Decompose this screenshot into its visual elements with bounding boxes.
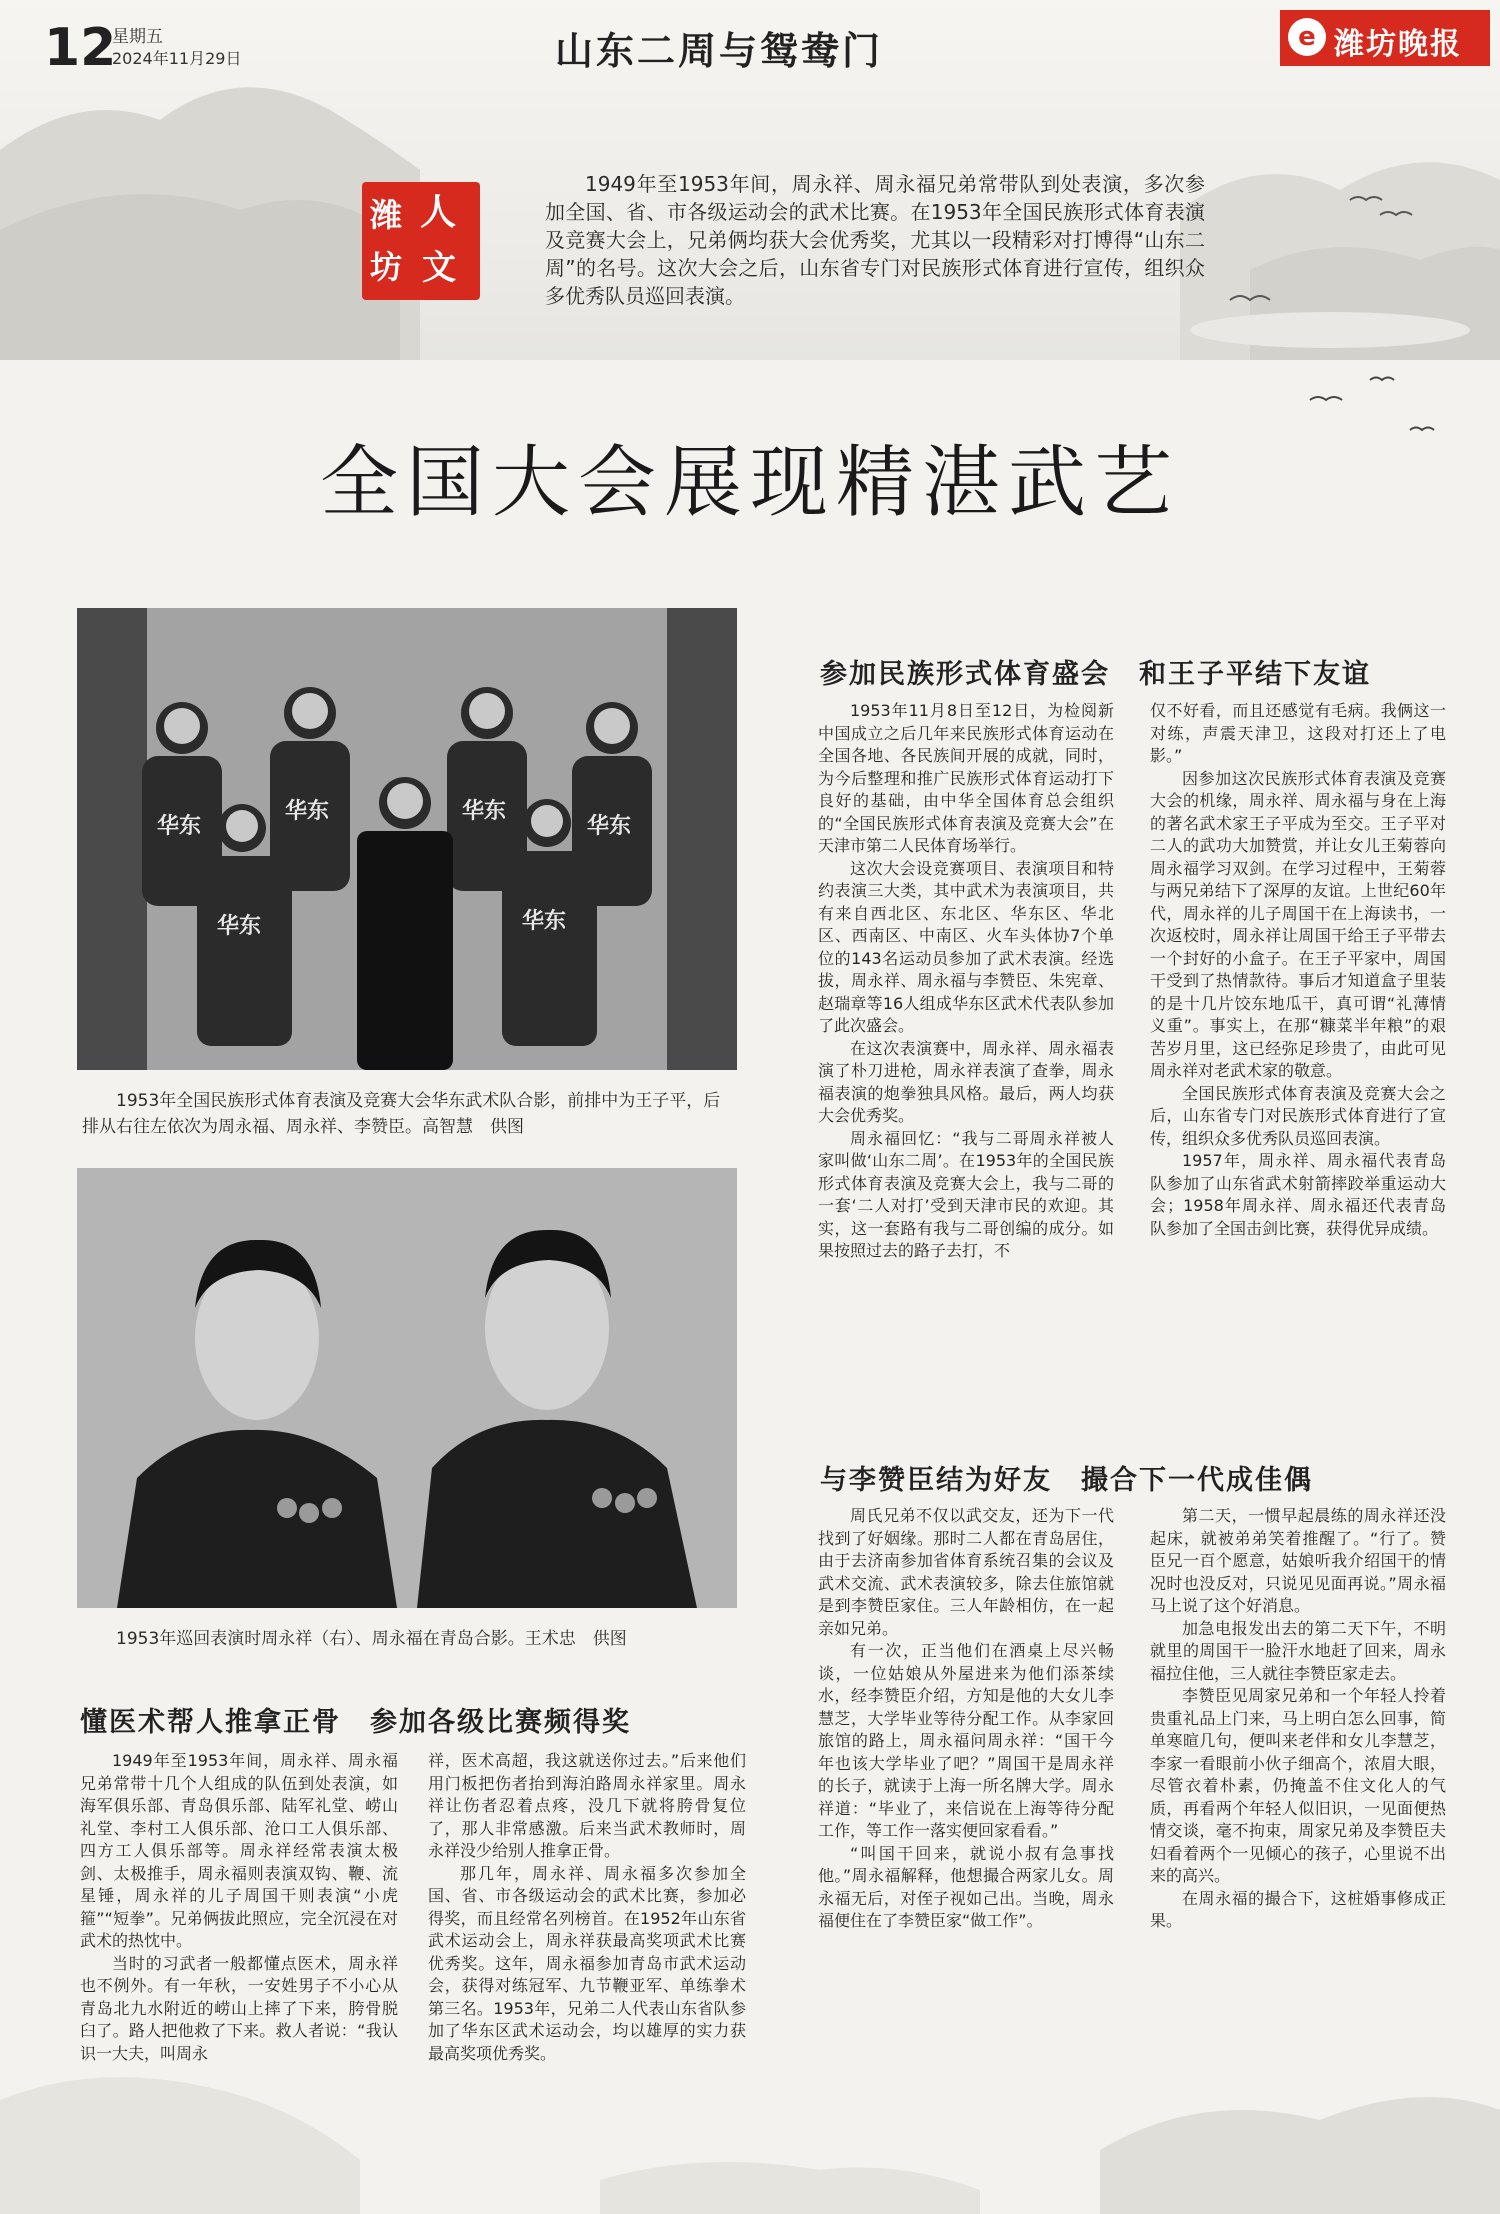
weekday: 星期五 — [112, 27, 163, 47]
paragraph: 全国民族形式体育表演及竞赛大会之后，山东省专门对民族形式体育进行了宣传，组织众多优秀队员巡回表演。 — [1150, 1083, 1446, 1148]
article-column — [1150, 1505, 1446, 1933]
jersey-text: 华东 — [522, 908, 567, 934]
paragraph: 在周永福的撮合下，这桩婚事修成正果。 — [1150, 1888, 1446, 1930]
paragraph: 李赞臣见周家兄弟和一个年轻人拎着贵重礼品上门来，马上明白怎么回事，简单寒暄几句，便叫来老伴和女儿李慧芝，李家一看眼前小伙子细高个，浓眉大眼，尽管衣着朴素，仍掩盖不住文化人的气质，再看两个年轻人似旧识，一见面便热情交谈，毫不拘束，周家兄弟及李赞臣夫妇看着两个一见倾心的孩子，心里说不出来的高兴。 — [1150, 1686, 1446, 1885]
paragraph: 周永福回忆：“我与二哥周永祥被人家叫做‘山东二周’。在1953年的全国民族形式体育表演及竞赛大会上，我与二哥的一套‘二人对打’受到天津市民的欢迎。其实，这一套路有我与二哥创编的成分。如果按照过去的路子去打，不 — [818, 1128, 1114, 1260]
group-photo[interactable] — [77, 608, 737, 1070]
jersey-text: 华东 — [285, 798, 330, 824]
birds-decoration — [1300, 360, 1460, 480]
pair-photo-art — [77, 1168, 737, 1608]
section-title: 山东二周与鸳鸯门 — [555, 29, 884, 73]
seal-char: 文 — [422, 248, 456, 288]
pair-photo-caption: 1953年巡回表演时周永祥（右）、周永福在青岛合影。王术忠 供图 — [116, 1629, 627, 1649]
article-column — [818, 1505, 1114, 1933]
paragraph: 因参加这次民族形式体育表演及竞赛大会的机缘，周永祥、周永福与身在上海的著名武术家王子平成为至交。王子平对二人的武功大加赞赏，并让女儿王菊蓉向周永福学习双剑。在学习过程中，王菊蓉与两兄弟结下了深厚的友谊。上世纪60年代，周永祥的儿子周国干在上海读书，一次返校时，周永祥让周国干给王子平带去一个封好的小盒子。在王子平家中，周国干受到了热情款待。事后才知道盒子里装的是十几片饺东地瓜干，真可谓“礼薄情义重”。事实上，在那“糠菜半年粮”的艰苦岁月里，这已经弥足珍贵了，由此可见周永祥对老武术家的敬意。 — [1150, 768, 1446, 1080]
group-photo-caption: 1953年全国民族形式体育表演及竞赛大会华东武术队合影，前排中为王子平，后排从右往左依次为周永福、周永祥、李赞臣。高智慧 供图 — [82, 1091, 721, 1137]
logo-text: 潍坊晚报 — [1334, 27, 1462, 62]
paragraph: 第二天，一惯早起晨练的周永祥还没起床，就被弟弟笑着推醒了。“行了。赞臣兄一百个愿意，姑娘听我介绍国干的情况时也没反对，只说见见面再说。”周永福马上说了这个好消息。 — [1150, 1506, 1446, 1615]
paragraph: 当时的习武者一般都懂点医术，周永祥也不例外。有一年秋，一安姓男子不小心从青岛北九水附近的崂山上摔了下来，胯骨脱臼了。路人把他救了下来。救人者说：“我认识一大夫，叫周永 — [80, 1953, 398, 2063]
paragraph: 周氏兄弟不仅以武交友，还为下一代找到了好姻缘。那时二人都在青岛居住，由于去济南参加省体育系统召集的会议及武术交流、武术表演较多，除去住旅馆就是到李赞臣家住。三人年龄相仿，在一起亲如兄弟。 — [818, 1506, 1114, 1638]
paragraph: 那几年，周永祥、周永福多次参加全国、省、市各级运动会的武术比赛，参加必得奖，而且经常名列榜首。在1952年山东省武术运动会上，周永祥获最高奖项武术比赛优秀奖。这年，周永福参加青岛市武术运动会，获得对练冠军、九节鞭亚军、单练拳术第三名。1953年，兄弟二人代表山东省队参加了华东区武术运动会，均以雄厚的实力获最高奖项优秀奖。 — [428, 1863, 746, 2063]
paragraph: 在这次表演赛中，周永祥、周永福表演了朴刀进枪，周永祥表演了查拳，周永福表演的炮拳独具风格。最后，两人均获大会优秀奖。 — [818, 1038, 1114, 1125]
page-number: 12 — [44, 18, 117, 78]
paragraph: 有一次，正当他们在酒桌上尽兴畅谈，一位姑娘从外屋进来为他们添茶续水，经李赞臣介绍，方知是他的大女儿李慧芝，大学毕业等待分配工作。从李家回旅馆的路上，周永福问周永祥：“国干今年也该大学毕业了吧？”周国干是周永祥的长子，就读于上海一所名牌大学。周永祥道：“毕业了，来信说在上海等待分配工作，等工作一落实便回家看看。” — [818, 1641, 1114, 1840]
headline: 全国大会展现精湛武艺 — [319, 438, 1180, 528]
seal-char: 坊 — [370, 248, 403, 286]
jersey-text: 华东 — [587, 813, 632, 839]
paragraph: 加急电报发出去的第二天下午，不明就里的周国干一脸汗水地赶了回来，周永福拉住他，三人就往李赞臣家走去。 — [1150, 1618, 1446, 1683]
section-heading: 懂医术帮人推拿正骨 参加各级比赛频得奖 — [80, 1707, 631, 1738]
jersey-text: 华东 — [462, 798, 507, 824]
seal-char: 人 — [420, 192, 457, 233]
lead-paragraph: 1949年至1953年间，周永祥、周永福兄弟常带队到处表演，多次参加全国、省、市各级运动会的武术比赛。在1953年全国民族形式体育表演及竞赛大会上，兄弟俩均获大会优秀奖，尤其以一段精彩对打博得“山东二周”的名号。这次大会之后，山东省专门对民族形式体育进行宣传，组织众多优秀队员巡回表演。 — [545, 172, 1205, 308]
paragraph: 1953年11月8日至12日，为检阅新中国成立之后几年来民族形式体育运动在全国各地、各民族间开展的成就，同时，为今后整理和推广民族形式体育运动打下良好的基础，由中华全国体育总会组织的“全国民族形式体育表演及竞赛大会”在天津市第二人民体育场举行。 — [818, 701, 1114, 855]
jersey-text: 华东 — [157, 813, 202, 839]
newspaper-logo[interactable] — [1280, 10, 1490, 66]
section-heading: 参加民族形式体育盛会 和王子平结下友谊 — [820, 659, 1371, 690]
article-column — [1150, 700, 1446, 1240]
bottom-ink-wash — [0, 1980, 1500, 2214]
paragraph: 这次大会设竞赛项目、表演项目和特约表演三大类，其中武术为表演项目，共有来自西北区、东北区、华东区、华北区、西南区、中南区、火车头体协7个单位的143名运动员参加了武术表演。经选拔，周永祥、周永福与李赞臣、朱宪章、赵瑞章等16人组成华东区武术代表队参加了此次盛会。 — [818, 858, 1114, 1035]
issue-date: 2024年11月29日 — [112, 49, 242, 68]
group-photo-art — [77, 608, 737, 1070]
article-column — [818, 700, 1114, 1263]
paragraph: 1957年，周永祥、周永福代表青岛队参加了山东省武术射箭摔跤举重运动大会；1958年周永祥、周永福还代表青岛队参加了全国击剑比赛，获得优异成绩。 — [1150, 1151, 1446, 1238]
seal-char: 潍 — [370, 196, 403, 234]
paragraph: 1949年至1953年间，周永祥、周永福兄弟常带十几个人组成的队伍到处表演，如海军俱乐部、青岛俱乐部、陆军礼堂、崂山礼堂、李村工人俱乐部、沧口工人俱乐部、四方工人俱乐部等。周永祥经常表演太极剑、太极推手，周永福则表演双钩、鞭、流星锤，周永祥的儿子周国干则表演“小虎箍”“短拳”。兄弟俩拔此照应，完全沉浸在对武术的热忱中。 — [80, 1751, 398, 1950]
logo-mark-icon: e — [1288, 18, 1326, 56]
jersey-text: 华东 — [217, 913, 262, 939]
paragraph: “叫国干回来，就说小叔有急事找他。”周永福解释，他想撮合两家儿女。周永福无后，对侄子视如己出。当晚，周永福便住在了李赞臣家“做工作”。 — [818, 1843, 1114, 1930]
paragraph: 祥，医术高超，我这就送你过去。”后来他们用门板把伤者抬到海泊路周永祥家里。周永祥让伤者忍着点疼，没几下就将胯骨复位了，那人非常感激。后来当武术教师时，周永祥没少给别人推拿正骨。 — [428, 1751, 746, 1860]
section-heading: 与李赞臣结为好友 撮合下一代成佳偶 — [820, 1465, 1313, 1496]
column-seal — [362, 182, 480, 300]
pair-photo[interactable] — [77, 1168, 737, 1608]
paragraph: 仅不好看，而且还感觉有毛病。我俩这一对练，声震天津卫，这段对打还上了电影。” — [1150, 701, 1446, 765]
